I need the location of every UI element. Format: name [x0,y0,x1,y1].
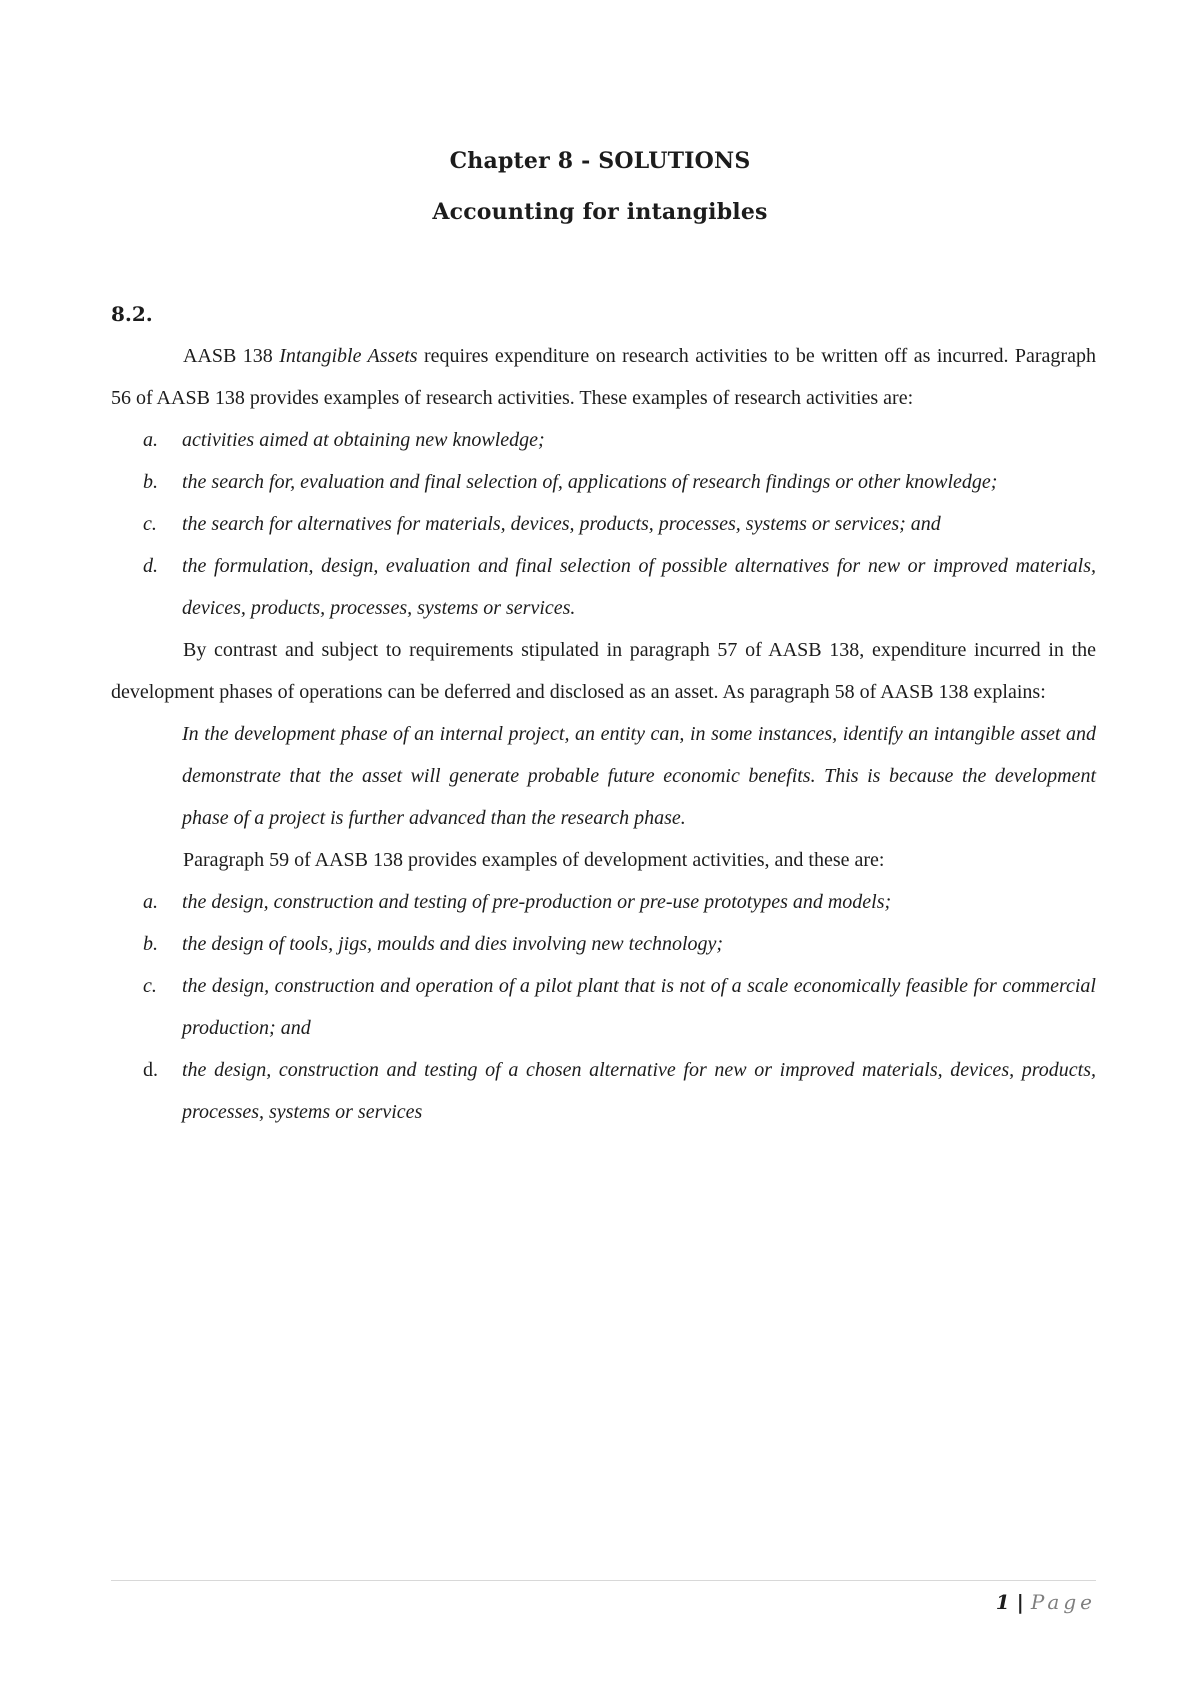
list-marker: d. [143,1059,158,1081]
list-marker: b. [143,933,158,955]
list-item-text: the design, construction and testing of pre-production or pre-use prototypes and models; [182,891,892,913]
list-item-text: the formulation, design, evaluation and final selection of possible alternatives for new or improved materials, devices, products, processes, systems or services. [182,555,1096,619]
list-item-text: activities aimed at obtaining new knowledge; [182,429,545,451]
list-item [111,545,1096,629]
list-item [111,503,1096,545]
list-marker: d. [143,555,158,577]
intro-text-b: requires expenditure on research activities to be written off as incurred. Paragraph 56 of AASB 138 provides examples of research activities. These examples of research activities are: [111,345,1096,409]
list-item-text: the design, construction and operation of a pilot plant that is not of a scale economically feasible for commercial production; and [182,975,1096,1039]
contrast-paragraph: By contrast and subject to requirements stipulated in paragraph 57 of AASB 138, expenditure incurred in the development phases of operations can be deferred and disclosed as an asset. As paragraph 58 of AASB 138 explains: [111,639,1096,703]
list-item [111,1049,1096,1133]
list-item [111,461,1096,503]
list-marker: c. [143,513,157,535]
page-number: 1 [995,1590,1010,1614]
list-item-text: the search for alternatives for materials, devices, products, processes, systems or services; and [182,513,941,535]
list-item-text: the search for, evaluation and final selection of, applications of research findings or other knowledge; [182,471,998,493]
intro-text-a: AASB 138 [183,345,280,367]
list-marker: b. [143,471,158,493]
list-item-text: the design of tools, jigs, moulds and dies involving new technology; [182,933,724,955]
footer-divider [111,1580,1096,1581]
development-activities-list [111,881,1096,1133]
standard-name: Intangible Assets [279,345,418,367]
list-item-text: the design, construction and testing of a chosen alternative for new or improved materials, devices, products, processes, systems or services [182,1059,1096,1123]
page-label: Page [1030,1590,1096,1614]
page-separator: | [1009,1590,1031,1614]
page-footer [996,1590,1096,1614]
solution-body [111,293,1096,1133]
list-item [111,881,1096,923]
chapter-title: Chapter 8 - SOLUTIONS [449,148,751,174]
intro-paragraph [111,335,1096,419]
list-marker: a. [143,429,158,451]
list-item [111,923,1096,965]
question-number: 8.2. [111,302,153,326]
research-activities-list [111,419,1096,629]
list-marker: a. [143,891,158,913]
list-item [111,965,1096,1049]
chapter-subtitle: Accounting for intangibles [432,199,768,225]
list-marker: c. [143,975,157,997]
development-intro: Paragraph 59 of AASB 138 provides examples of development activities, and these are: [183,849,885,871]
quoted-paragraph-58: In the development phase of an internal project, an entity can, in some instances, identify an intangible asset and demonstrate that the asset will generate probable future economic benefits. This is because the development phase of a project is further advanced than the research phase. [182,723,1096,829]
list-item [111,419,1096,461]
